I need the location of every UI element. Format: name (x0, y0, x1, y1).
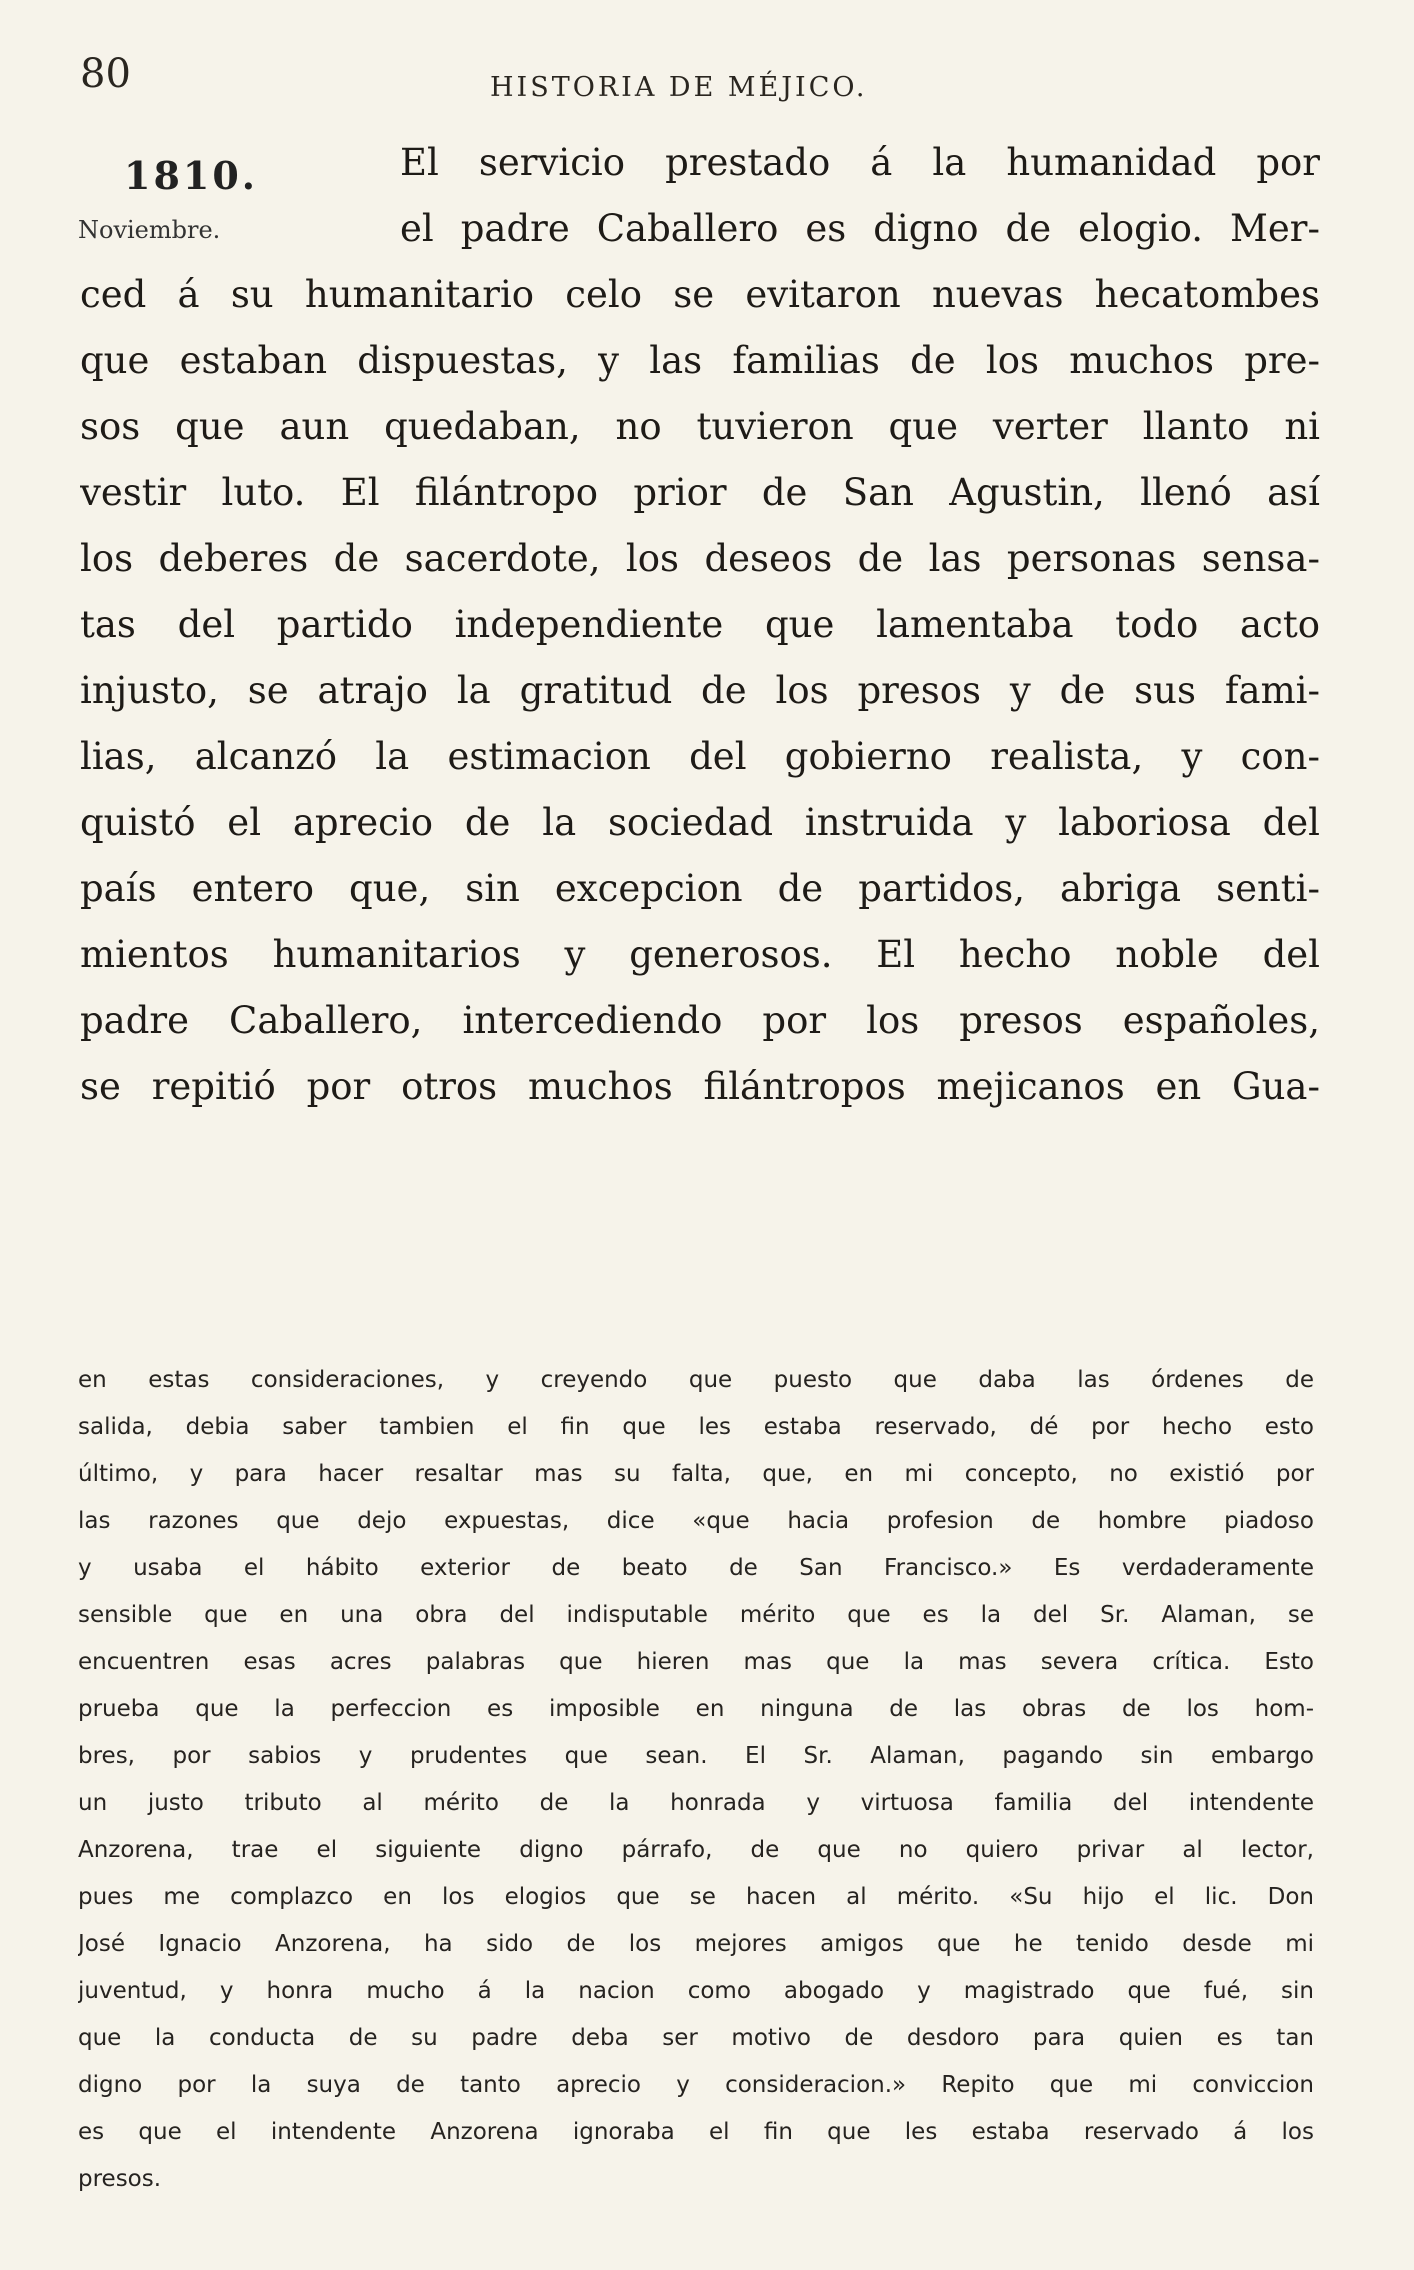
footnote-line: digno por la suya de tanto aprecio y consideracion.» Repito que mi conviccion (78, 2072, 1314, 2098)
body-line: el padre Caballero es digno de elogio. Mer- (400, 207, 1320, 250)
footnote-line: encuentren esas acres palabras que hieren mas que la mas severa crítica. Esto (78, 1649, 1314, 1675)
body-line: los deberes de sacerdote, los deseos de las personas sensa- (80, 537, 1320, 580)
margin-note-month: Noviembre. (78, 216, 221, 244)
footnote-line: en estas consideraciones, y creyendo que puesto que daba las órdenes de (78, 1367, 1314, 1393)
footnote-line: último, y para hacer resaltar mas su falta, que, en mi concepto, no existió por (78, 1461, 1314, 1487)
footnote-line: sensible que en una obra del indisputable mérito que es la del Sr. Alaman, se (78, 1602, 1314, 1628)
page-number: 80 (80, 51, 131, 97)
body-line: injusto, se atrajo la gratitud de los presos y de sus fami- (80, 669, 1320, 712)
body-line: padre Caballero, intercediendo por los presos españoles, (80, 999, 1320, 1042)
body-line: se repitió por otros muchos filántropos mejicanos en Gua- (80, 1065, 1320, 1108)
body-line: ced á su humanitario celo se evitaron nuevas hecatombes (80, 273, 1320, 316)
footnote-line: y usaba el hábito exterior de beato de San Francisco.» Es verdaderamente (78, 1555, 1314, 1581)
body-line: que estaban dispuestas, y las familias de los muchos pre- (80, 339, 1320, 382)
body-line: El servicio prestado á la humanidad por (400, 141, 1320, 184)
body-line: mientos humanitarios y generosos. El hecho noble del (80, 933, 1320, 976)
footnote-line: pues me complazco en los elogios que se hacen al mérito. «Su hijo el lic. Don (78, 1884, 1314, 1910)
footnote-line: bres, por sabios y prudentes que sean. El Sr. Alaman, pagando sin embargo (78, 1743, 1314, 1769)
footnote-line: las razones que dejo expuestas, dice «que hacia profesion de hombre piadoso (78, 1508, 1314, 1534)
footnote-line: Anzorena, trae el siguiente digno párrafo, de que no quiero privar al lector, (78, 1837, 1314, 1863)
body-line: país entero que, sin excepcion de partidos, abriga senti- (80, 867, 1320, 910)
footnote-line: José Ignacio Anzorena, ha sido de los mejores amigos que he tenido desde mi (78, 1931, 1314, 1957)
footnote-line: es que el intendente Anzorena ignoraba el fin que les estaba reservado á los (78, 2119, 1314, 2145)
footnote-line: salida, debia saber tambien el fin que les estaba reservado, dé por hecho esto (78, 1414, 1314, 1440)
footnote-line: presos. (78, 2166, 162, 2192)
margin-note-year: 1810. (124, 153, 258, 198)
body-line: tas del partido independiente que lamentaba todo acto (80, 603, 1320, 646)
footnote-line: que la conducta de su padre deba ser motivo de desdoro para quien es tan (78, 2025, 1314, 2051)
footnote-line: prueba que la perfeccion es imposible en ninguna de las obras de los hom- (78, 1696, 1314, 1722)
body-line: vestir luto. El filántropo prior de San Agustin, llenó así (80, 471, 1320, 514)
footnote-line: un justo tributo al mérito de la honrada y virtuosa familia del intendente (78, 1790, 1314, 1816)
running-head: HISTORIA DE MÉJICO. (490, 72, 868, 103)
body-line: lias, alcanzó la estimacion del gobierno realista, y con- (80, 735, 1320, 778)
body-line: quistó el aprecio de la sociedad instruida y laboriosa del (80, 801, 1320, 844)
footnote-line: juventud, y honra mucho á la nacion como abogado y magistrado que fué, sin (78, 1978, 1314, 2004)
body-line: sos que aun quedaban, no tuvieron que verter llanto ni (80, 405, 1320, 448)
